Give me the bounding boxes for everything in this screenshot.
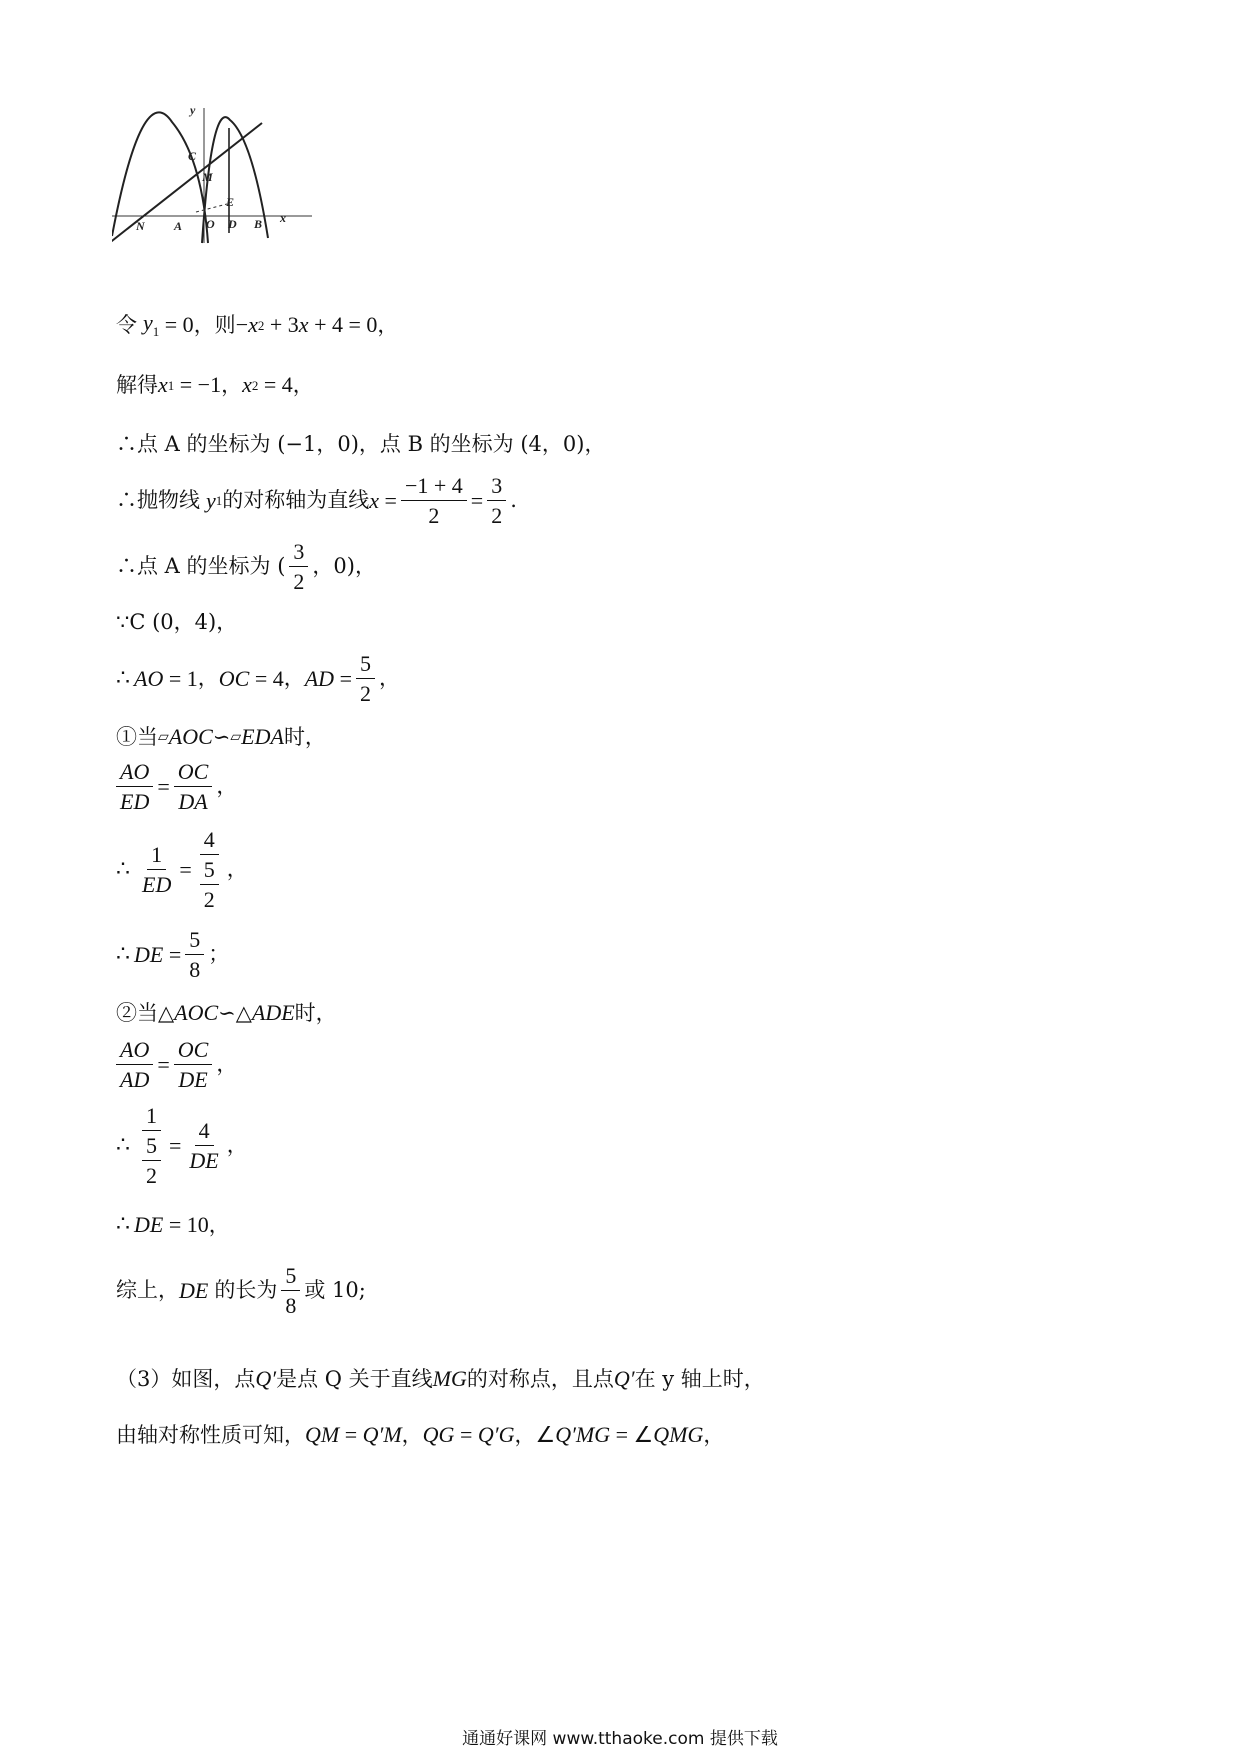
text: ∴点 A 的坐标为 ( bbox=[116, 554, 286, 579]
label-e: E bbox=[226, 195, 235, 209]
line-3 bbox=[116, 434, 605, 455]
text: ， bbox=[377, 312, 399, 337]
label-y: y bbox=[190, 108, 196, 117]
text: ， bbox=[221, 372, 243, 397]
text: 的对称轴为直线 bbox=[222, 488, 370, 513]
text: 的长为 bbox=[214, 1278, 278, 1303]
text: ， bbox=[703, 1422, 725, 1447]
text: 或 10; bbox=[304, 1278, 366, 1303]
text: 时， bbox=[294, 1000, 337, 1025]
text: ▱ bbox=[158, 729, 169, 745]
line-11: ∴ DE = $\frac{5}{8}$ ； bbox=[116, 927, 230, 983]
text: ； bbox=[208, 942, 230, 967]
label-b: B bbox=[254, 217, 263, 231]
line-12: ②当△ AOC ∽△ ADE 时， bbox=[116, 1000, 337, 1025]
text: ∴抛物线 bbox=[116, 488, 200, 513]
text: 的对称点，且点 bbox=[466, 1366, 614, 1391]
text: ， bbox=[197, 666, 219, 691]
parabola-figure bbox=[112, 108, 332, 278]
line-8: ①当 ▱ AOC ∽ ▱ EDA 时， bbox=[116, 724, 326, 749]
text: ②当△ bbox=[116, 1000, 175, 1025]
line-15: ∴ DE = 10 ， bbox=[116, 1212, 230, 1237]
text: ∴点 A 的坐标为 (−1，0)，点 B 的坐标为 (4，0)， bbox=[116, 432, 606, 456]
text: 时， bbox=[283, 724, 326, 749]
text: ， bbox=[208, 1212, 230, 1237]
text: ①当 bbox=[116, 724, 158, 749]
line-1: 令 $y_1$ = 0 ，则 − x 2 + 3 x + 4 = 0 ， bbox=[116, 310, 399, 339]
text: 是点 Q 关于直线 bbox=[276, 1366, 433, 1391]
line-5: ∴点 A 的坐标为 ( $\frac{3}{2}$ ，0)， bbox=[116, 539, 376, 595]
text: ，0)， bbox=[312, 554, 376, 579]
page-footer: 通通好课网 www.tthaoke.com 提供下载 bbox=[462, 1729, 778, 1749]
text: ， bbox=[378, 666, 400, 691]
line-4: ∴抛物线 y 1 的对称轴为直线 x = $\frac{-1 + 4}{2}$ = $\frac{3}{2}$ . bbox=[116, 473, 517, 529]
line-13: $\frac{AO}{AD}$ = $\frac{OC}{DE}$ ， bbox=[116, 1038, 237, 1091]
label-x: x bbox=[280, 211, 286, 225]
text: ∽△ bbox=[218, 1000, 252, 1025]
line-7: ∴ AO = 1 ， OC = 4 ， AD = $\frac{5}{2}$ ， bbox=[116, 651, 400, 707]
line-9: $\frac{AO}{ED}$ = $\frac{OC}{DA}$ ， bbox=[116, 760, 237, 813]
dashed-ae bbox=[196, 204, 227, 212]
text: ， bbox=[283, 666, 305, 691]
line-10: ∴ $\frac{1}{ED}$ = $\frac{4}{\frac{5}{2}}$ ， bbox=[116, 827, 248, 913]
text: 由轴对称性质可知， bbox=[116, 1422, 305, 1447]
label-o: O bbox=[206, 217, 215, 231]
text: 综上， bbox=[116, 1278, 179, 1303]
label-a: A bbox=[174, 219, 183, 233]
text: 令 bbox=[116, 312, 137, 337]
line-18: 由轴对称性质可知， QM = Q′M ， QG = Q′G ， ∠ Q′MG = ∠ QMG ， bbox=[116, 1422, 725, 1447]
text: ，则 bbox=[193, 312, 236, 337]
math: $y_1$ bbox=[143, 310, 160, 339]
text: ， bbox=[401, 1422, 423, 1447]
text: ▱ bbox=[230, 729, 242, 745]
text: ∽ bbox=[212, 724, 231, 749]
text: ， bbox=[216, 1052, 238, 1077]
line-6 bbox=[116, 612, 237, 633]
text: ∵C (0，4)， bbox=[116, 610, 238, 634]
text: 解得 bbox=[116, 372, 158, 397]
text: ， bbox=[514, 1422, 536, 1447]
label-d: D bbox=[228, 217, 237, 231]
text: ， bbox=[216, 774, 238, 799]
label-n: N bbox=[136, 219, 145, 233]
line-mn bbox=[112, 123, 262, 244]
line-14: ∴ $\frac{1}{\frac{5}{2}}$ = $\frac{4}{DE}$ ， bbox=[116, 1103, 248, 1189]
label-c: C bbox=[188, 149, 197, 163]
text: ， bbox=[292, 372, 314, 397]
line-17: （3）如图，点 Q′ 是点 Q 关于直线 MG 的对称点，且点 Q′ 在 y 轴上时， bbox=[116, 1366, 765, 1391]
text: ， bbox=[226, 857, 248, 882]
line-2: 解得 x 1 = −1 ， x 2 = 4 ， bbox=[116, 372, 314, 397]
text: （3）如图，点 bbox=[116, 1366, 256, 1391]
text: 在 y 轴上时， bbox=[634, 1366, 765, 1391]
label-m: M bbox=[202, 170, 213, 184]
text: . bbox=[510, 488, 517, 513]
line-16: 综上， DE 的长为 $\frac{5}{8}$ 或 10; bbox=[116, 1263, 366, 1319]
text: ， bbox=[226, 1133, 248, 1158]
